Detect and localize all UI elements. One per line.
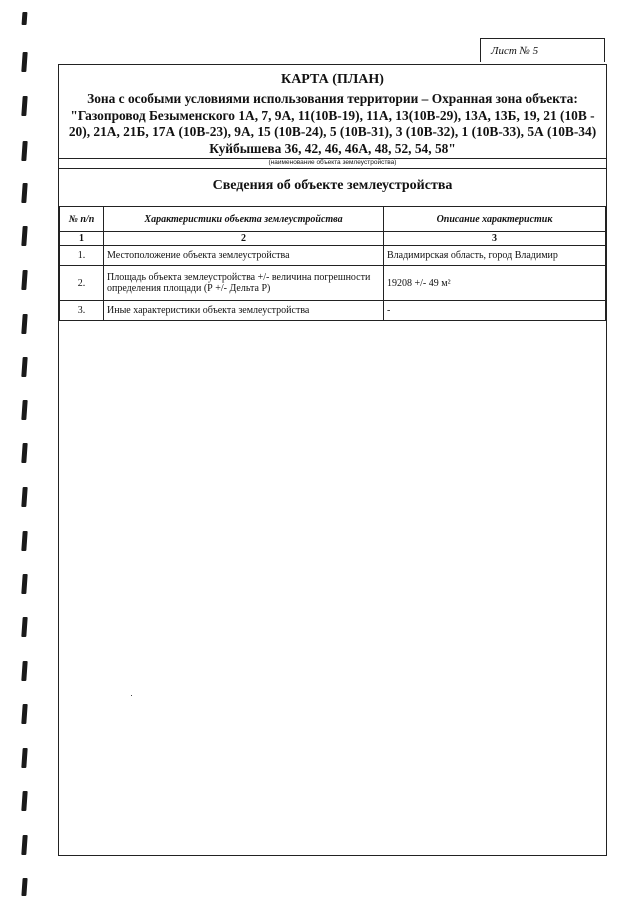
- zone-description: Зона с особыми условиями использования территории – Охранная зона объекта: "Газопровод Безыменского 1А, 7, 9А, 11(10В-19), 11А, 13(10В-29), 13А, 13Б, 19, 21 (10В - 20), 21А, 21Б, 17А (10В-23), 9А, 15 (10В-24), 5 (10В-31), 3 (10В-32), 1 (10В-33), 5А (10В-34) Куйбышева 36, 42, 46, 46А, 48, 52, 54, 58": [68, 91, 597, 156]
- index-cell: 1: [60, 232, 104, 246]
- binding-hole-mark: [21, 52, 27, 72]
- header-number: № п/п: [60, 207, 104, 232]
- binding-hole-mark: [21, 96, 27, 116]
- header-description: Описание характеристик: [384, 207, 606, 232]
- scan-speck: [131, 695, 132, 696]
- table-row: [60, 246, 606, 266]
- binding-hole-mark: [21, 878, 27, 896]
- map-title: КАРТА (ПЛАН): [281, 72, 384, 87]
- row-characteristic: Площадь объекта землеустройства +/- величина погрешности определения площади (Р +/- Дельта Р): [104, 266, 384, 301]
- binding-hole-mark: [21, 661, 27, 681]
- row-characteristic: Местоположение объекта землеустройства: [104, 246, 384, 266]
- map-header: [59, 65, 606, 169]
- binding-hole-mark: [21, 226, 27, 246]
- table-row: [60, 266, 606, 301]
- binding-hole-mark: [21, 487, 27, 507]
- binding-hole-mark: [21, 835, 27, 855]
- binding-hole-mark: [21, 270, 27, 290]
- row-number: 3.: [60, 301, 104, 321]
- binding-hole-mark: [21, 400, 27, 420]
- index-cell: 3: [384, 232, 606, 246]
- sheet-number: Лист № 5: [480, 38, 605, 62]
- binding-hole-mark: [21, 531, 27, 551]
- binding-hole-mark: [21, 574, 27, 594]
- binding-hole-mark: [21, 357, 27, 377]
- row-value: -: [384, 301, 606, 321]
- row-value: 19208 +/- 49 м²: [384, 266, 606, 301]
- binding-hole-mark: [21, 748, 27, 768]
- header-characteristics: Характеристики объекта землеустройства: [104, 207, 384, 232]
- object-name-caption: (наименование объекта землеустройства): [268, 159, 397, 166]
- row-number: 2.: [60, 266, 104, 301]
- binding-hole-mark: [21, 183, 27, 203]
- index-cell: 2: [104, 232, 384, 246]
- row-number: 1.: [60, 246, 104, 266]
- table-header-row: [60, 207, 606, 232]
- binding-hole-mark: [21, 791, 27, 811]
- binding-hole-mark: [21, 141, 27, 161]
- row-value: Владимирская область, город Владимир: [384, 246, 606, 266]
- binding-hole-mark: [21, 443, 27, 463]
- section-title: Сведения об объекте землеустройства: [212, 178, 453, 193]
- binding-hole-mark: [22, 12, 28, 25]
- binding-hole-mark: [21, 314, 27, 334]
- binding-hole-mark: [21, 704, 27, 724]
- document-frame: [58, 64, 607, 856]
- row-characteristic: Иные характеристики объекта землеустройства: [104, 301, 384, 321]
- table-row: [60, 301, 606, 321]
- binding-hole-mark: [21, 617, 27, 637]
- object-info-table: [59, 206, 606, 321]
- table-index-row: [60, 232, 606, 246]
